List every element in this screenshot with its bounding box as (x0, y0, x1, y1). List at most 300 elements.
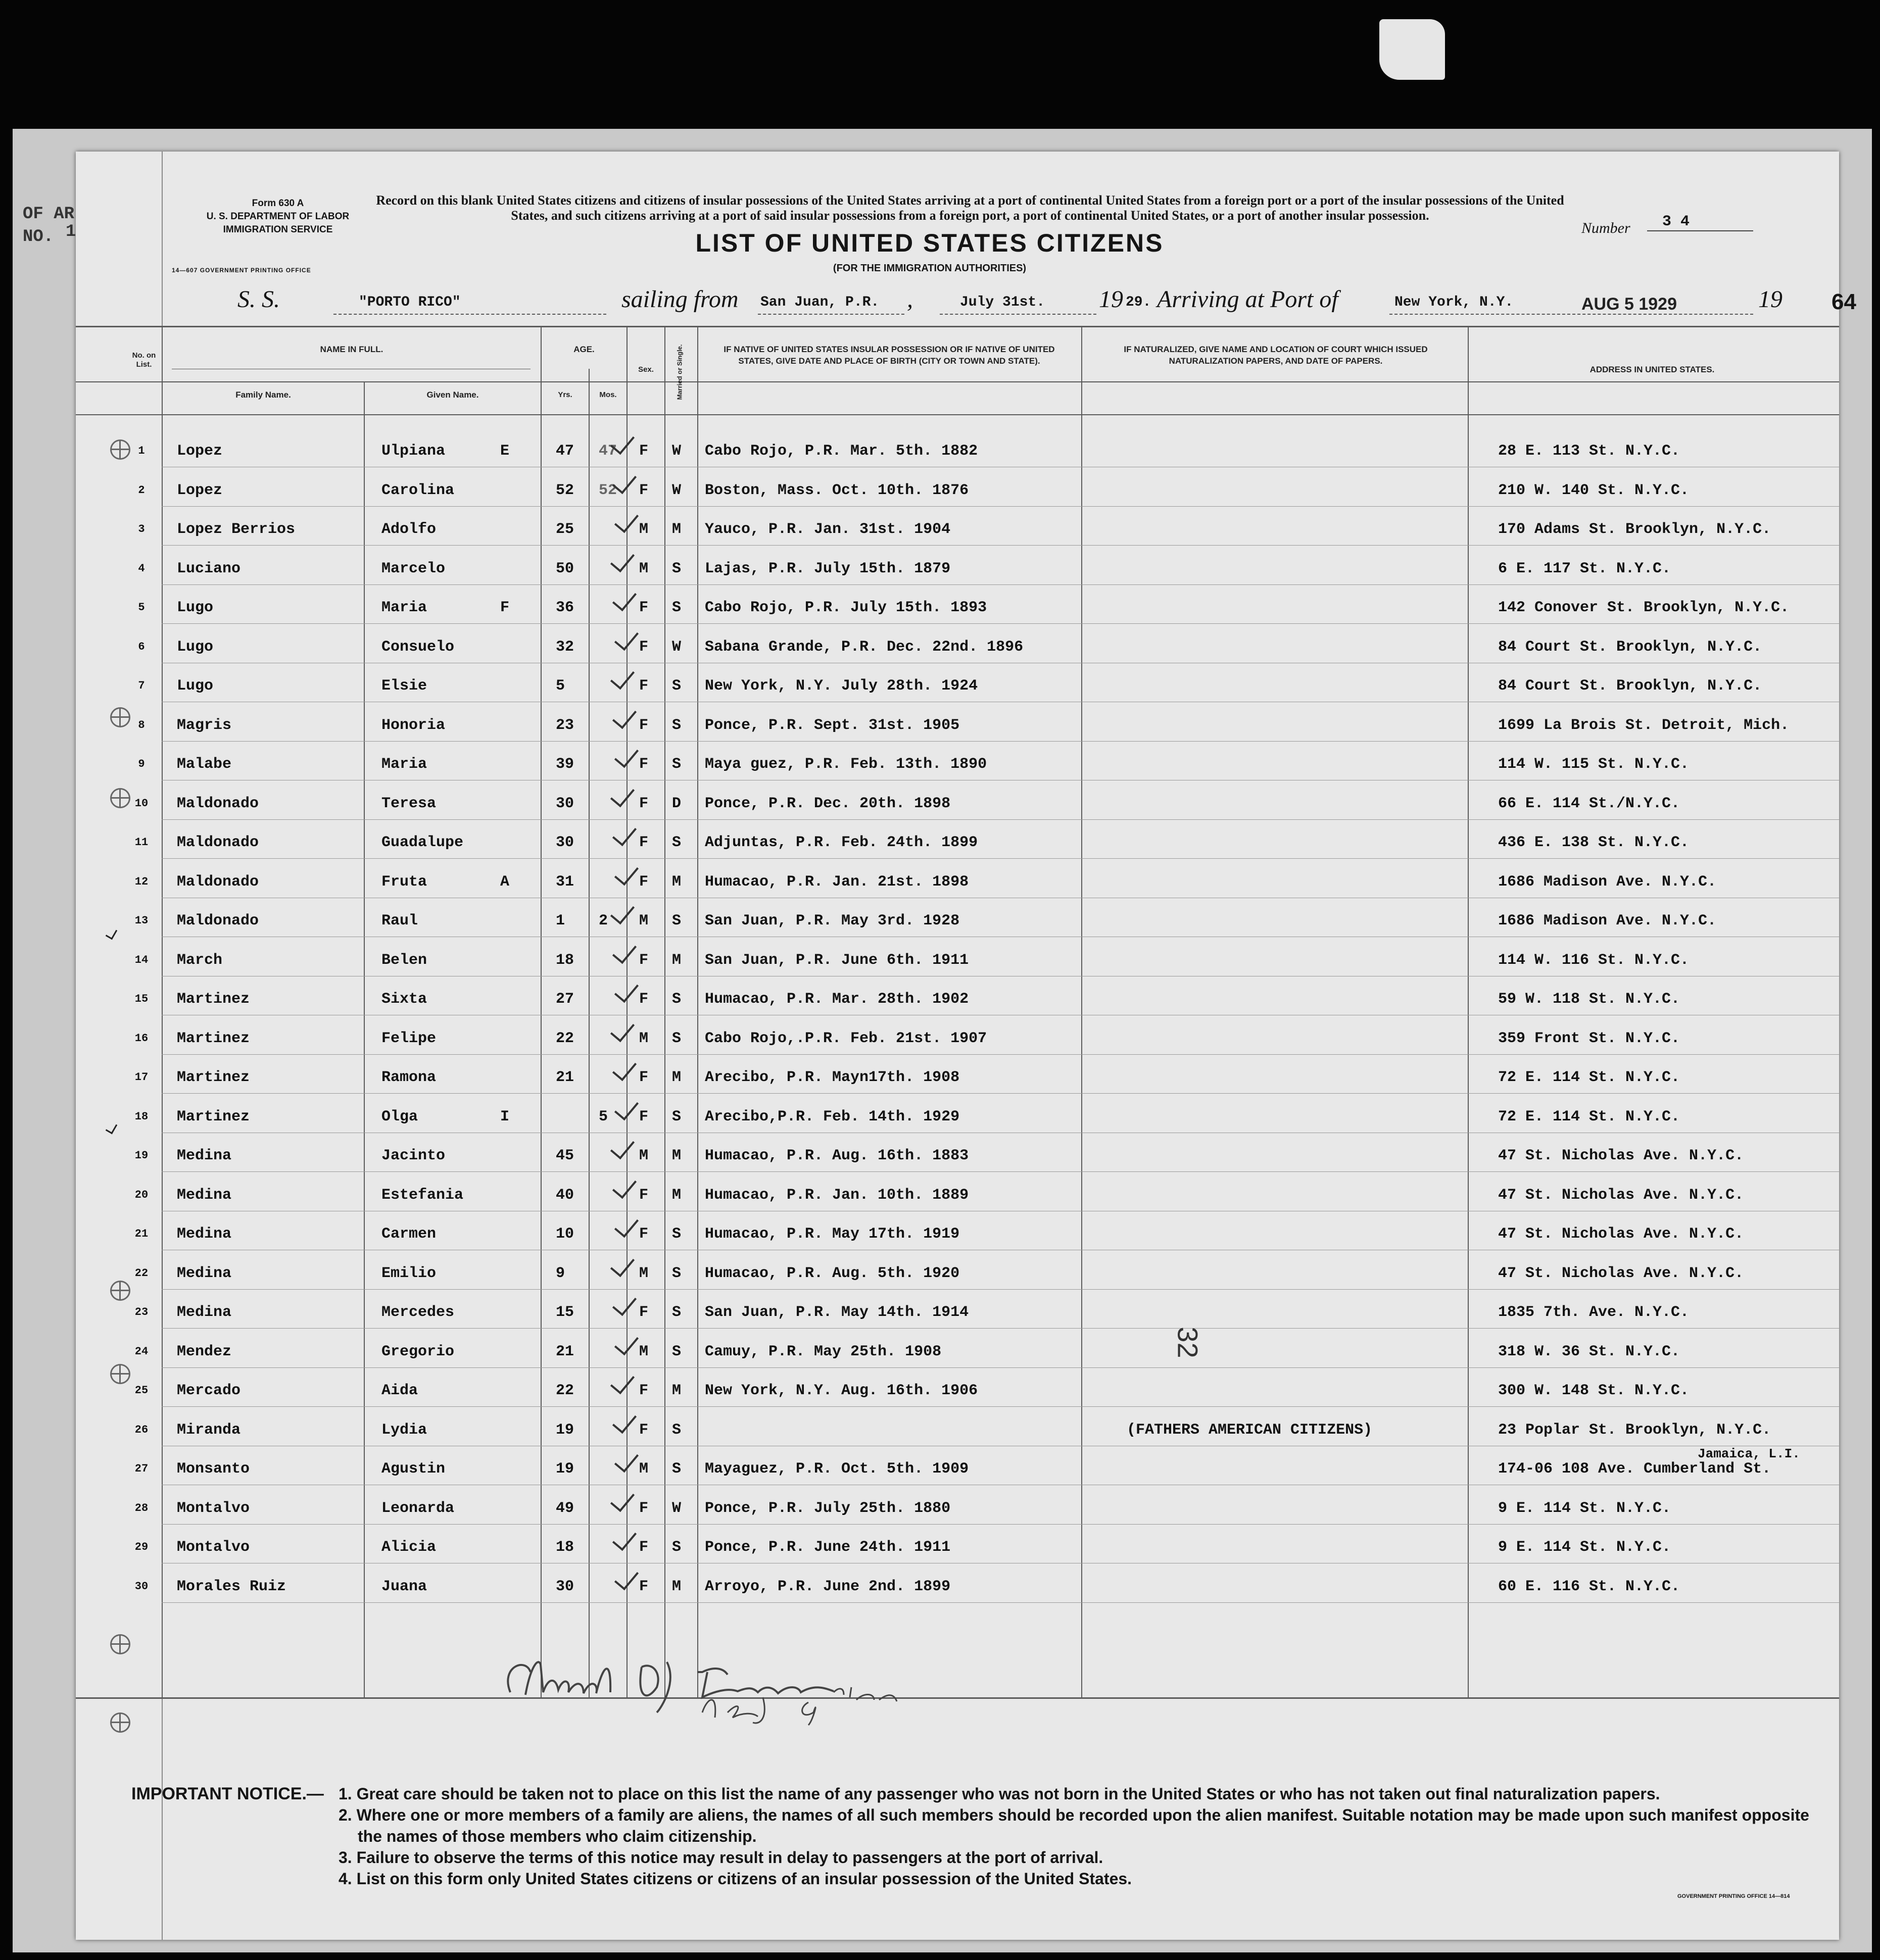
table-row (76, 1447, 1839, 1486)
us-address: 114 W. 116 St. N.Y.C. (1498, 951, 1690, 969)
us-address: 436 E. 138 St. N.Y.C. (1498, 834, 1690, 851)
middle-initial: F (500, 599, 510, 616)
sex: M (639, 1030, 649, 1047)
check-icon (614, 860, 639, 885)
birth-place-date: Yauco, P.R. Jan. 31st. 1904 (705, 521, 951, 538)
year-label: 19 (1099, 286, 1123, 313)
sex: M (639, 521, 649, 538)
header-name-in-full: NAME IN FULL. (320, 345, 383, 354)
table-row (76, 429, 1839, 468)
ss-label: S. S. (237, 286, 280, 313)
row-number: 13 (134, 914, 149, 927)
row-number: 21 (134, 1228, 149, 1240)
sex: F (639, 834, 649, 851)
sex: F (639, 1578, 649, 1595)
row-number: 16 (134, 1032, 149, 1045)
check-icon (612, 938, 637, 963)
us-address: 142 Conover St. Brooklyn, N.Y.C. (1498, 599, 1790, 616)
check-icon (610, 1486, 635, 1511)
row-number: 22 (134, 1266, 149, 1280)
us-address: 72 E. 114 St. N.Y.C. (1498, 1108, 1680, 1125)
notice-item: 1. Great care should be taken not to place on this list the name of any passenger who was not born in the United States or who has not taken out final naturalization papers. (339, 1785, 1660, 1803)
header-no: No. on List. (132, 351, 156, 369)
age-years: 30 (556, 795, 574, 812)
birth-place-date: Cabo Rojo,.P.R. Feb. 21st. 1907 (705, 1030, 987, 1047)
us-address: 47 St. Nicholas Ave. N.Y.C. (1498, 1226, 1744, 1243)
age-years: 18 (556, 951, 574, 969)
given-name: Teresa (381, 795, 437, 812)
row-number: 27 (134, 1462, 149, 1475)
given-name: Felipe (381, 1030, 437, 1047)
marital-status: S (672, 1264, 682, 1282)
marital-status: S (672, 1226, 682, 1243)
given-name: Carmen (381, 1226, 437, 1243)
us-address: 66 E. 114 St./N.Y.C. (1498, 795, 1680, 812)
given-name: Mercedes (381, 1304, 455, 1321)
us-address: 47 St. Nicholas Ave. N.Y.C. (1498, 1147, 1744, 1164)
marital-status: S (672, 1421, 682, 1439)
family-name: March (177, 951, 223, 969)
given-name: Lydia (381, 1421, 427, 1439)
separator: , (907, 286, 913, 313)
header-bottom-rule (76, 414, 1839, 415)
age-years: 30 (556, 1578, 574, 1595)
age-months: 5 (599, 1108, 608, 1125)
given-name: Emilio (381, 1264, 437, 1282)
punch-hole-icon (110, 1712, 130, 1733)
age-years: 19 (556, 1460, 574, 1478)
given-name: Olga (381, 1108, 418, 1125)
table-row (76, 664, 1839, 703)
table-row (76, 782, 1839, 820)
check-icon (610, 781, 635, 807)
header-given-name: Given Name. (426, 390, 479, 400)
table-row (76, 1056, 1839, 1094)
table-row (76, 1291, 1839, 1329)
service: IMMIGRATION SERVICE (223, 224, 333, 235)
sex: M (639, 1264, 649, 1282)
row-number: 1 (138, 445, 145, 457)
sex: F (639, 443, 649, 460)
fragment-text: OF AR (23, 205, 75, 224)
age-years: 5 (556, 677, 565, 695)
given-name: Maria (381, 599, 427, 616)
age-years: 22 (556, 1030, 574, 1047)
us-address: 1686 Madison Ave. N.Y.C. (1498, 912, 1717, 929)
gpo-footer: GOVERNMENT PRINTING OFFICE 14—814 (1677, 1893, 1790, 1899)
check-icon (610, 547, 635, 572)
sex: F (639, 1382, 649, 1399)
given-name: Belen (381, 951, 427, 969)
birth-place-date: Cabo Rojo, P.R. July 15th. 1893 (705, 599, 987, 616)
instructions: Record on this blank United States citizens and citizens of insular possessions of the United States arriving at a port of continental United States from a foreign port or a port of the insular possessions of the United States, and such citizens arriving at a port of said insular possessions from a foreign port, a port of continental United States, or a port of another insular possession. (376, 193, 1564, 223)
family-name: Lugo (177, 677, 214, 695)
table-row (76, 1565, 1839, 1603)
birth-place-date: Ponce, P.R. Dec. 20th. 1898 (705, 795, 951, 812)
age-years: 10 (556, 1226, 574, 1243)
sex: F (639, 951, 649, 969)
check-icon (612, 1173, 637, 1198)
sex: M (639, 1460, 649, 1478)
year-label-2: 19 (1758, 286, 1782, 313)
us-address: 300 W. 148 St. N.Y.C. (1498, 1382, 1690, 1399)
table-row (76, 508, 1839, 546)
marital-status: M (672, 1382, 682, 1399)
sex: F (639, 991, 649, 1008)
check-icon (614, 1095, 639, 1120)
age-years: 31 (556, 873, 574, 891)
header-naturalized: IF NATURALIZED, GIVE NAME AND LOCATION OF COURT WHICH ISSUED NATURALIZATION PAPERS, AND DATE OF PAPERS. (1124, 345, 1428, 366)
age-months: 52 (599, 481, 617, 499)
family-name: Lugo (177, 599, 214, 616)
family-name: Medina (177, 1264, 232, 1282)
given-name: Fruta (381, 873, 427, 891)
sex: M (639, 560, 649, 577)
family-name: Martinez (177, 1069, 250, 1086)
row-number: 12 (134, 875, 149, 888)
row-number: 15 (134, 993, 149, 1005)
arrival-stamp-date: AUG 5 1929 (1581, 295, 1677, 314)
birth-place-date: San Juan, P.R. June 6th. 1911 (705, 951, 969, 969)
table-row (76, 1487, 1839, 1525)
row-number: 2 (138, 483, 145, 497)
sex: F (639, 1421, 649, 1439)
given-name: Leonarda (381, 1499, 455, 1517)
given-name: Gregorio (381, 1343, 455, 1360)
family-name: Magris (177, 716, 232, 734)
table-row (76, 743, 1839, 781)
table-row (76, 1134, 1839, 1172)
us-address: 210 W. 140 St. N.Y.C. (1498, 481, 1690, 499)
given-name: Adolfo (381, 521, 437, 538)
age-months: 2 (599, 912, 608, 929)
table-row (76, 899, 1839, 938)
check-icon (612, 1526, 637, 1551)
sex: F (639, 1108, 649, 1125)
check-icon (612, 703, 637, 728)
us-address: 1686 Madison Ave. N.Y.C. (1498, 873, 1717, 891)
row-number: 26 (134, 1423, 149, 1436)
family-name: Medina (177, 1226, 232, 1243)
marital-status: W (672, 443, 682, 460)
age-years: 49 (556, 1499, 574, 1517)
family-name: Martinez (177, 1108, 250, 1125)
page-subtitle: (FOR THE IMMIGRATION AUTHORITIES) (833, 263, 1027, 274)
us-address: 23 Poplar St. Brooklyn, N.Y.C. (1498, 1421, 1771, 1439)
age-years: 39 (556, 756, 574, 773)
table-row (76, 1526, 1839, 1564)
voyage-line (167, 285, 1856, 316)
row-number: 19 (134, 1149, 149, 1162)
header-family-name: Family Name. (235, 390, 291, 400)
fragment-text: NO. (23, 227, 54, 247)
sex: F (639, 1226, 649, 1243)
birth-place-date: Mayaguez, P.R. Oct. 5th. 1909 (705, 1460, 969, 1478)
marital-status: S (672, 1539, 682, 1556)
check-icon (612, 1408, 637, 1433)
birth-place-date: Humacao, P.R. May 17th. 1919 (705, 1226, 960, 1243)
table-row (76, 939, 1839, 977)
age-years: 50 (556, 560, 574, 577)
check-icon (612, 1291, 637, 1316)
notice-label: IMPORTANT NOTICE.— (131, 1784, 324, 1803)
birth-place-date: Humacao, P.R. Jan. 21st. 1898 (705, 873, 969, 891)
check-icon (614, 1212, 639, 1238)
marital-status: S (672, 599, 682, 616)
family-name: Morales Ruiz (177, 1578, 286, 1595)
table-row (76, 1212, 1839, 1251)
family-name: Martinez (177, 991, 250, 1008)
us-address: 47 St. Nicholas Ave. N.Y.C. (1498, 1264, 1744, 1282)
marital-status: S (672, 560, 682, 577)
row-number: 29 (134, 1541, 149, 1553)
given-name: Ulpiana (381, 443, 446, 460)
header-mid-rule (76, 381, 1839, 382)
age-years: 47 (556, 443, 574, 460)
age-years: 36 (556, 599, 574, 616)
marital-status: S (672, 912, 682, 929)
age-years: 15 (556, 1304, 574, 1321)
us-address: 84 Court St. Brooklyn, N.Y.C. (1498, 638, 1762, 656)
check-icon (610, 1134, 635, 1159)
header-birth: IF NATIVE OF UNITED STATES INSULAR POSSESSION OR IF NATIVE OF UNITED STATES, GIVE DATE AND PLACE OF BIRTH (CITY OR TOWN AND STATE). (724, 345, 1055, 366)
marital-status: M (672, 521, 682, 538)
age-years: 25 (556, 521, 574, 538)
birth-place-date: Humacao, P.R. Aug. 16th. 1883 (705, 1147, 969, 1164)
table-row (76, 1095, 1839, 1134)
table-row (76, 1173, 1839, 1212)
table-row (76, 586, 1839, 624)
marital-status: S (672, 1304, 682, 1321)
given-name: Raul (381, 912, 418, 929)
sex: F (639, 1186, 649, 1204)
table-row (76, 1330, 1839, 1368)
family-name: Maldonado (177, 912, 259, 929)
birth-place-date: Humacao, P.R. Aug. 5th. 1920 (705, 1264, 960, 1282)
age-years: 21 (556, 1069, 574, 1086)
table-row (76, 547, 1839, 585)
notice-item: 4. List on this form only United States citizens or citizens of an insular possession of the United States. (339, 1870, 1132, 1888)
check-icon (610, 1251, 635, 1277)
sex: F (639, 1304, 649, 1321)
family-name: Medina (177, 1304, 232, 1321)
check-icon (610, 664, 635, 690)
given-name: Agustin (381, 1460, 446, 1478)
birth-place-date: Arecibo, P.R. Mayn17th. 1908 (705, 1069, 960, 1086)
marital-status: S (672, 991, 682, 1008)
us-address: 9 E. 114 St. N.Y.C. (1498, 1499, 1671, 1517)
marital-status: M (672, 873, 682, 891)
sex: F (639, 1069, 649, 1086)
header-sex: Sex. (638, 365, 654, 374)
check-icon (614, 977, 639, 1003)
header-age: AGE. (573, 345, 595, 354)
row-number: 14 (134, 953, 149, 966)
department: U. S. DEPARTMENT OF LABOR (206, 211, 350, 222)
sex: M (639, 1147, 649, 1164)
age-years: 23 (556, 716, 574, 734)
naturalization-info: (FATHERS AMERICAN CITIZENS) (1127, 1421, 1373, 1439)
table-row (76, 1408, 1839, 1447)
us-address: 59 W. 118 St. N.Y.C. (1498, 991, 1680, 1008)
page-number: 64 (1831, 289, 1856, 314)
row-number: 23 (134, 1306, 149, 1318)
check-icon (614, 1330, 639, 1355)
family-name: Luciano (177, 560, 241, 577)
given-name: Ramona (381, 1069, 437, 1086)
punch-hole-icon (110, 1634, 130, 1654)
row-number: 3 (138, 523, 145, 535)
table-row (76, 977, 1839, 1016)
age-years: 40 (556, 1186, 574, 1204)
paper-tab (1379, 19, 1445, 80)
family-name: Monsanto (177, 1460, 250, 1478)
middle-initial: A (500, 873, 510, 891)
check-icon (614, 1447, 639, 1473)
table-top-rule (76, 326, 1839, 327)
fragment-text: 1 (66, 222, 76, 241)
middle-initial: E (500, 443, 510, 460)
family-name: Mercado (177, 1382, 241, 1399)
row-number: 17 (134, 1071, 149, 1084)
marital-status: D (672, 795, 682, 812)
table-row (76, 704, 1839, 742)
us-address: 60 E. 116 St. N.Y.C. (1498, 1578, 1680, 1595)
family-name: Montalvo (177, 1539, 250, 1556)
marital-status: W (672, 638, 682, 656)
row-number: 24 (134, 1345, 149, 1358)
header-yrs: Yrs. (558, 390, 572, 399)
header-mos: Mos. (599, 390, 617, 399)
family-name: Lugo (177, 638, 214, 656)
family-name: Mendez (177, 1343, 232, 1360)
check-icon (612, 1056, 637, 1081)
marital-status: W (672, 1499, 682, 1517)
table-row (76, 1017, 1839, 1055)
age-years: 22 (556, 1382, 574, 1399)
sex: F (639, 795, 649, 812)
given-name: Carolina (381, 481, 455, 499)
us-address: 9 E. 114 St. N.Y.C. (1498, 1539, 1671, 1556)
birth-place-date: Ponce, P.R. June 24th. 1911 (705, 1539, 951, 1556)
handwritten-annotation: 32 (1172, 1327, 1204, 1358)
age-years: 1 (556, 912, 565, 929)
us-address: 114 W. 115 St. N.Y.C. (1498, 756, 1690, 773)
given-name: Honoria (381, 716, 446, 734)
birth-place-date: Humacao, P.R. Mar. 28th. 1902 (705, 991, 969, 1008)
given-name: Alicia (381, 1539, 437, 1556)
birth-place-date: Sabana Grande, P.R. Dec. 22nd. 1896 (705, 638, 1024, 656)
family-name: Medina (177, 1186, 232, 1204)
family-name: Maldonado (177, 834, 259, 851)
table-row (76, 1252, 1839, 1290)
birth-place-date: Maya guez, P.R. Feb. 13th. 1890 (705, 756, 987, 773)
age-months: 47 (599, 443, 617, 460)
arrival-port: New York, N.Y. (1394, 295, 1514, 310)
row-number: 28 (134, 1501, 149, 1514)
given-name: Maria (381, 756, 427, 773)
given-name: Aida (381, 1382, 418, 1399)
family-name: Martinez (177, 1030, 250, 1047)
us-address: 72 E. 114 St. N.Y.C. (1498, 1069, 1680, 1086)
marital-status: M (672, 951, 682, 969)
table-row (76, 1369, 1839, 1407)
departure-date: July 31st. (960, 295, 1045, 310)
birth-place-date: Cabo Rojo, P.R. Mar. 5th. 1882 (705, 443, 978, 460)
birth-place-date: Arroyo, P.R. June 2nd. 1899 (705, 1578, 951, 1595)
table-row (76, 625, 1839, 664)
given-name: Marcelo (381, 560, 446, 577)
check-icon (610, 899, 635, 924)
given-name: Consuelo (381, 638, 455, 656)
us-address: 47 St. Nicholas Ave. N.Y.C. (1498, 1186, 1744, 1204)
age-years: 18 (556, 1539, 574, 1556)
page-title: LIST OF UNITED STATES CITIZENS (695, 229, 1164, 257)
family-name: Miranda (177, 1421, 241, 1439)
from-port: San Juan, P.R. (760, 295, 880, 310)
us-address: 28 E. 113 St. N.Y.C. (1498, 443, 1680, 460)
row-number: 4 (138, 562, 145, 575)
given-name: Guadalupe (381, 834, 464, 851)
marital-status: M (672, 1069, 682, 1086)
year-value: 29. (1126, 295, 1151, 310)
birth-place-date: Ponce, P.R. July 25th. 1880 (705, 1499, 951, 1517)
sex: F (639, 873, 649, 891)
form-number: Form 630 A (252, 198, 304, 209)
birth-place-date: Arecibo,P.R. Feb. 14th. 1929 (705, 1108, 960, 1125)
sex: F (639, 1499, 649, 1517)
age-years: 45 (556, 1147, 574, 1164)
row-number: 5 (138, 601, 145, 614)
check-icon (610, 1369, 635, 1394)
sex: M (639, 912, 649, 929)
sailing-label: sailing from (621, 286, 739, 313)
sex: M (639, 1343, 649, 1360)
birth-place-date: Ponce, P.R. Sept. 31st. 1905 (705, 716, 960, 734)
sex: F (639, 1539, 649, 1556)
marital-status: S (672, 1460, 682, 1478)
middle-initial: I (500, 1108, 510, 1125)
check-icon (612, 821, 637, 846)
marital-status: S (672, 1343, 682, 1360)
birth-place-date: Boston, Mass. Oct. 10th. 1876 (705, 481, 969, 499)
family-name: Montalvo (177, 1499, 250, 1517)
marital-status: M (672, 1147, 682, 1164)
row-number: 7 (138, 679, 145, 692)
birth-place-date: Lajas, P.R. July 15th. 1879 (705, 560, 951, 577)
sex: F (639, 677, 649, 695)
us-address: 1699 La Brois St. Detroit, Mich. (1498, 716, 1790, 734)
us-address: 1835 7th. Ave. N.Y.C. (1498, 1304, 1690, 1321)
marital-status: W (672, 481, 682, 499)
family-name: Medina (177, 1147, 232, 1164)
family-name: Lopez (177, 481, 223, 499)
check-icon (614, 508, 639, 533)
number-value: 3 4 (1647, 213, 1753, 231)
marital-status: S (672, 677, 682, 695)
us-address: 170 Adams St. Brooklyn, N.Y.C. (1498, 521, 1771, 538)
table-row (76, 469, 1839, 507)
family-name: Maldonado (177, 873, 259, 891)
marital-status: S (672, 716, 682, 734)
row-number: 25 (134, 1384, 149, 1397)
marital-status: S (672, 756, 682, 773)
marital-status: S (672, 834, 682, 851)
age-years: 21 (556, 1343, 574, 1360)
age-years: 27 (556, 991, 574, 1008)
ship-name: "PORTO RICO" (359, 295, 461, 310)
sex: F (639, 716, 649, 734)
